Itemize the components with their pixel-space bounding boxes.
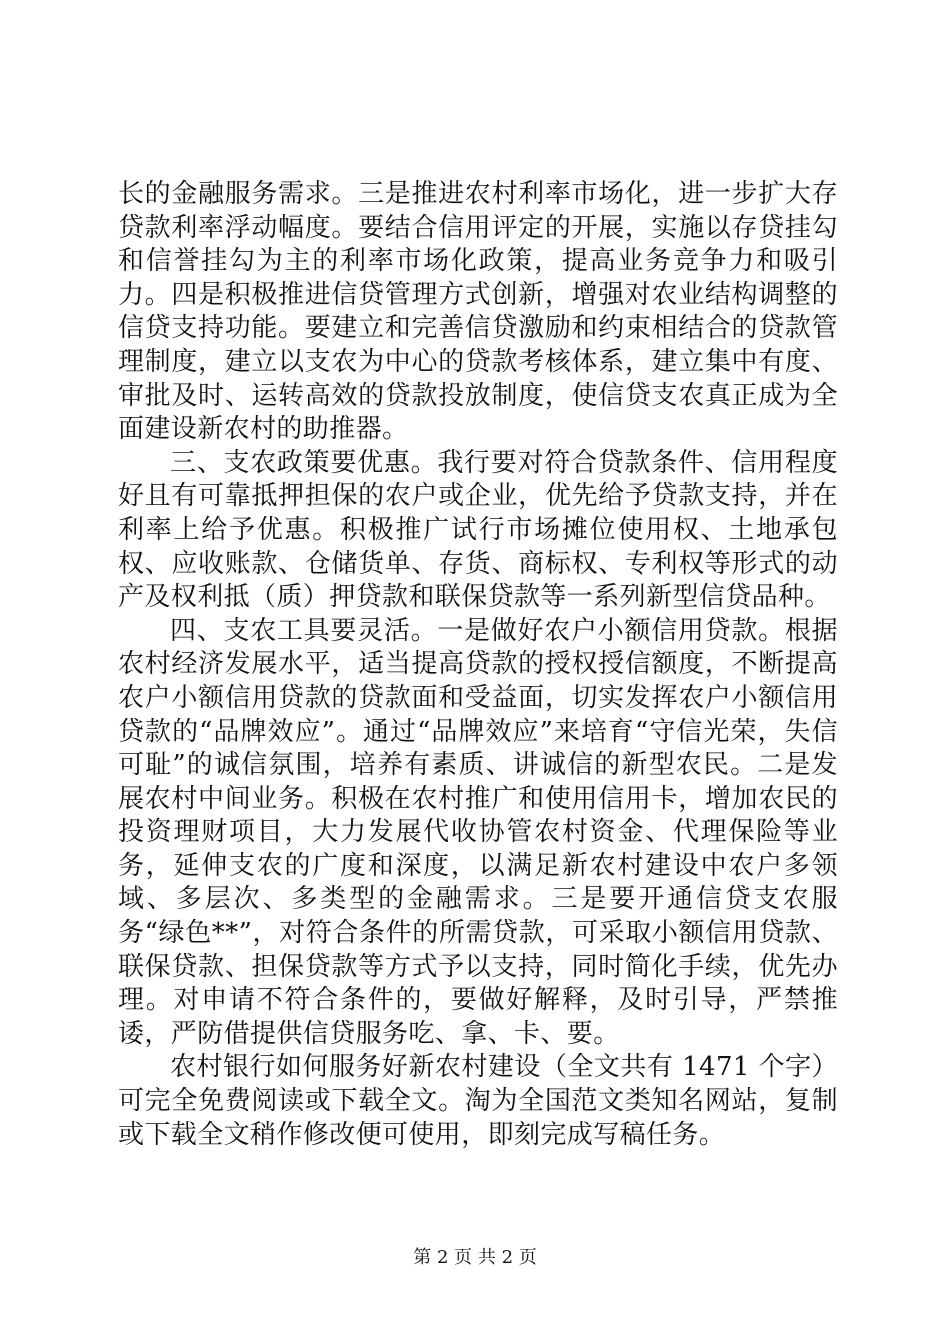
paragraph-4: 农村银行如何服务好新农村建设（全文共有 1471 个字）可完全免费阅读或下载全文。淘为全国范文类知名网站，复制或下载全文稍作修改便可使用，即刻完成写稿任务。 — [118, 1052, 838, 1150]
paragraph-2: 三、支农政策要优惠。我行要对符合贷款条件、信用程度好且有可靠抵押担保的农户或企业，优先给予贷款支持，并在利率上给予优惠。积极推广试行市场摊位使用权、土地承包权、应收账款、仓储货单、存货、商标权、专利权等形式的动产及权利抵（质）押贷款和联保贷款等一系列新型信贷品种。 — [118, 447, 838, 613]
paragraph-1: 长的金融服务需求。三是推进农村利率市场化，进一步扩大存贷款利率浮动幅度。要结合信用评定的开展，实施以存贷挂勾和信誉挂勾为主的利率市场化政策，提高业务竞争力和吸引力。四是积极推进信贷管理方式创新，增强对农业结构调整的信贷支持功能。要建立和完善信贷激励和约束相结合的贷款管理制度，建立以支农为中心的贷款考核体系，建立集中有度、审批及时、运转高效的贷款投放制度，使信贷支农真正成为全面建设新农村的助推器。 — [118, 179, 838, 445]
paragraph-3: 四、支农工具要灵活。一是做好农户小额信用贷款。根据农村经济发展水平，适当提高贷款的授权授信额度，不断提高农户小额信用贷款的贷款面和受益面，切实发挥农户小额信用贷款的“品牌效应”。通过“品牌效应”来培育“守信光荣，失信可耻”的诚信氛围，培养有素质、讲诚信的新型农民。二是发展农村中间业务。积极在农村推广和使用信用卡，增加农民的投资理财项目，大力发展代收协管农村资金、代理保险等业务，延伸支农的广度和深度，以满足新农村建设中农户多领域、多层次、多类型的金融需求。三是要开通信贷支农服务“绿色**”，对符合条件的所需贷款，可采取小额信用贷款、联保贷款、担保贷款等方式予以支持，同时简化手续，优先办理。对申请不符合条件的，要做好解释，及时引导，严禁推诿，严防借提供信贷服务吃、拿、卡、要。 — [118, 615, 838, 1049]
document-body — [118, 178, 838, 1152]
page-footer: 第 2 页 共 2 页 — [413, 1247, 537, 1268]
